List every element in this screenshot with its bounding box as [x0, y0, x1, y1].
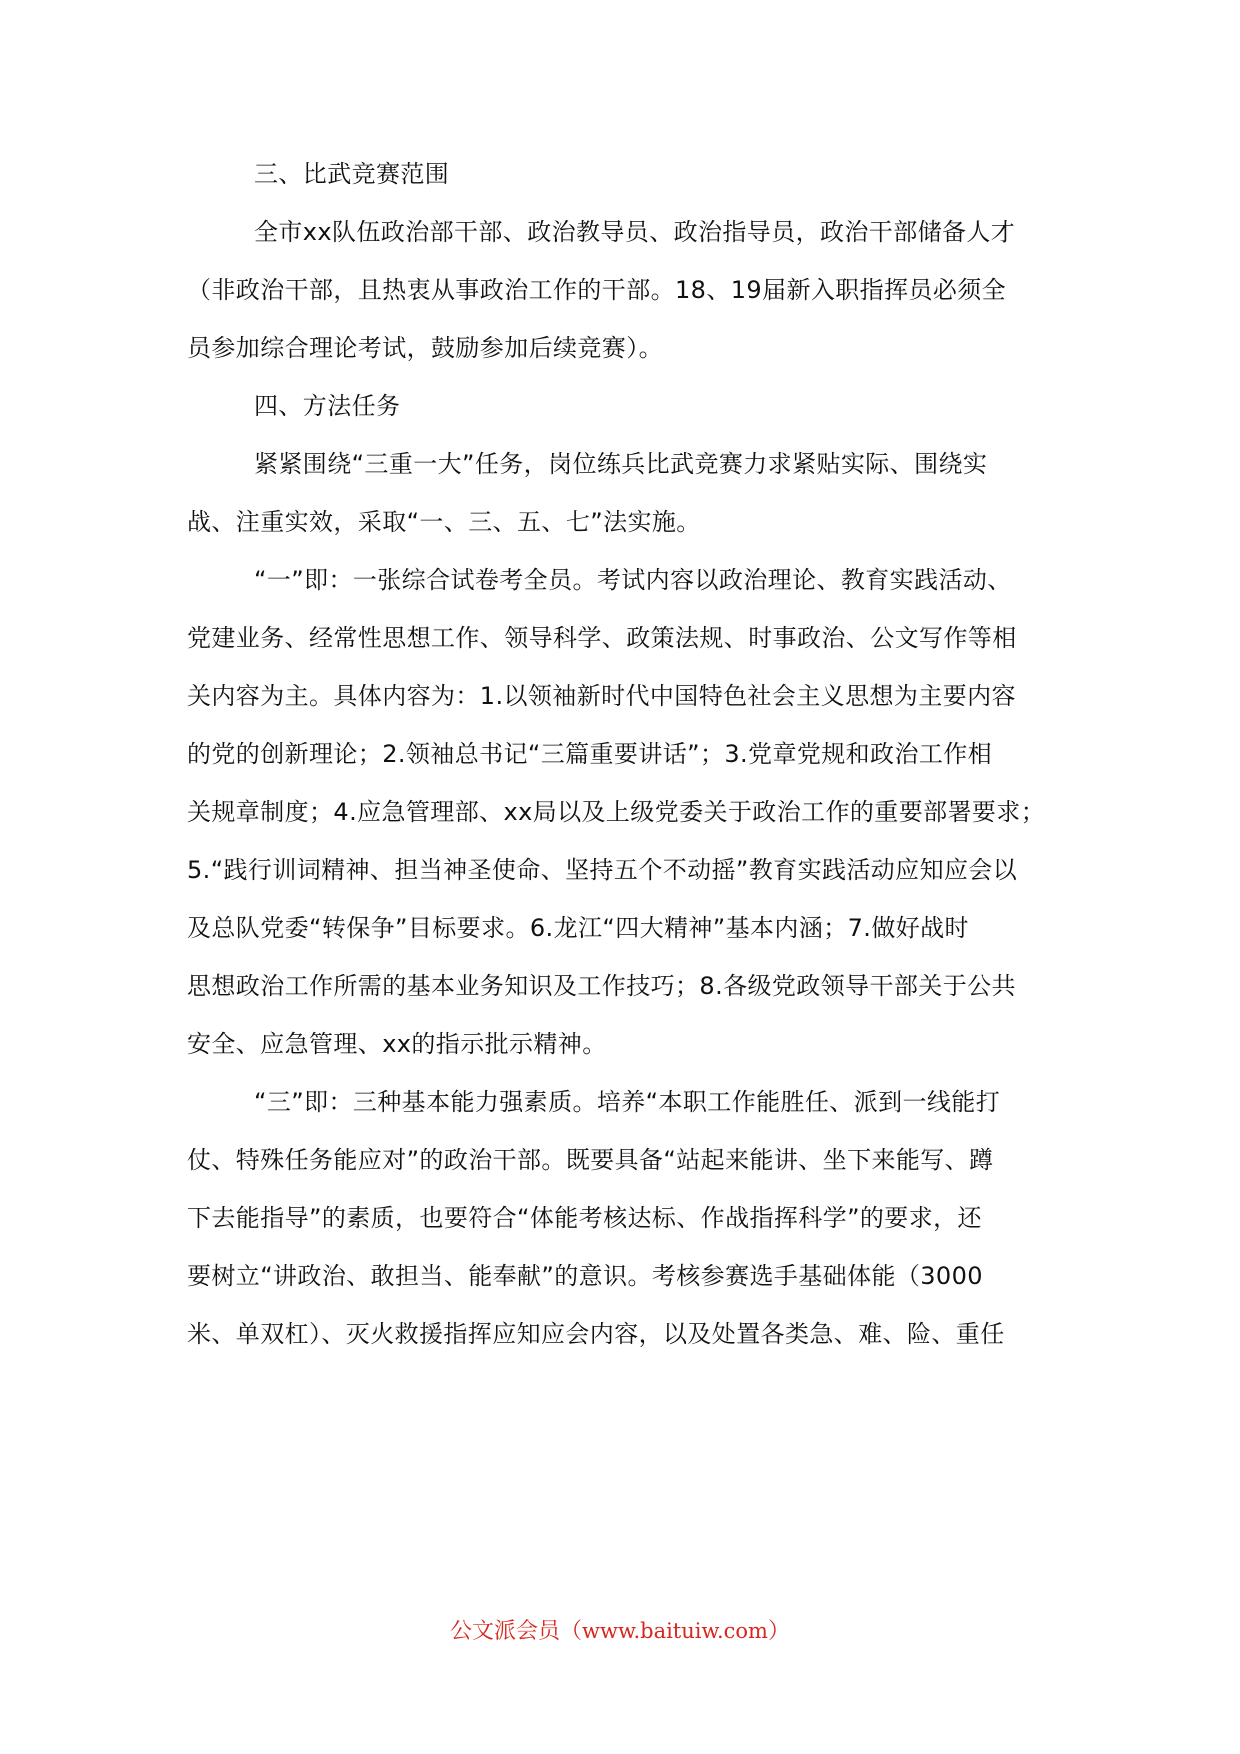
paragraph-line: 5.“践行训词精神、担当神圣使命、坚持五个不动摇”教育实践活动应知应会以	[187, 856, 1018, 884]
paragraph-line: 安全、应急管理、xx的指示批示精神。	[187, 1030, 607, 1058]
paragraph-line: 关规章制度；4.应急管理部、xx局以及上级党委关于政治工作的重要部署要求；	[187, 798, 1046, 826]
paragraph-line: 战、注重实效，采取“一、三、五、七”法实施。	[187, 508, 701, 536]
section-heading-scope: 三、比武竞赛范围	[254, 160, 450, 188]
paragraph-line: 米、单双杠）、灭火救援指挥应知应会内容，以及处置各类急、难、险、重任	[187, 1320, 1005, 1348]
paragraph-line: 下去能指导”的素质，也要符合“体能考核达标、作战指挥科学”的要求，还	[187, 1204, 982, 1232]
paragraph-line: “三”即：三种基本能力强素质。培养“本职工作能胜任、派到一线能打	[254, 1088, 1001, 1116]
paragraph-line: 要树立“讲政治、敢担当、能奉献”的意识。考核参赛选手基础体能（3000	[187, 1262, 983, 1290]
paragraph-line: 紧紧围绕“三重一大”任务，岗位练兵比武竞赛力求紧贴实际、围绕实	[254, 450, 988, 478]
section-heading-methods: 四、方法任务	[254, 392, 401, 420]
paragraph-line: （非政治干部，且热衷从事政治工作的干部。18、19届新入职指挥员必须全	[187, 276, 1007, 304]
footer-url[interactable]: www.baituiw.com	[582, 1619, 768, 1643]
paragraph-line: 关内容为主。具体内容为：1.以领袖新时代中国特色社会主义思想为主要内容	[187, 682, 1016, 710]
paragraph-line: 的党的创新理论；2.领袖总书记“三篇重要讲话”；3.党章党规和政治工作相	[187, 740, 993, 768]
footer-close: ）	[767, 1619, 790, 1644]
footer-label: 公文派会员（	[450, 1619, 583, 1644]
paragraph-line: “一”即：一张综合试卷考全员。考试内容以政治理论、教育实践活动、	[254, 566, 1012, 594]
paragraph-line: 员参加综合理论考试，鼓励参加后续竞赛）。	[187, 334, 663, 362]
paragraph-line: 仗、特殊任务能应对”的政治干部。既要具备“站起来能讲、坐下来能写、蹲	[187, 1146, 994, 1174]
paragraph-line: 及总队党委“转保争”目标要求。6.龙江“四大精神”基本内涵；7.做好战时	[187, 914, 969, 942]
paragraph-line: 全市xx队伍政治部干部、政治教导员、政治指导员，政治干部储备人才	[254, 218, 1016, 246]
footer-watermark	[0, 1616, 1240, 1647]
paragraph-line: 党建业务、经常性思想工作、领导科学、政策法规、时事政治、公文写作等相	[187, 624, 1017, 652]
paragraph-line: 思想政治工作所需的基本业务知识及工作技巧；8.各级党政领导干部关于公共	[187, 972, 1016, 1000]
